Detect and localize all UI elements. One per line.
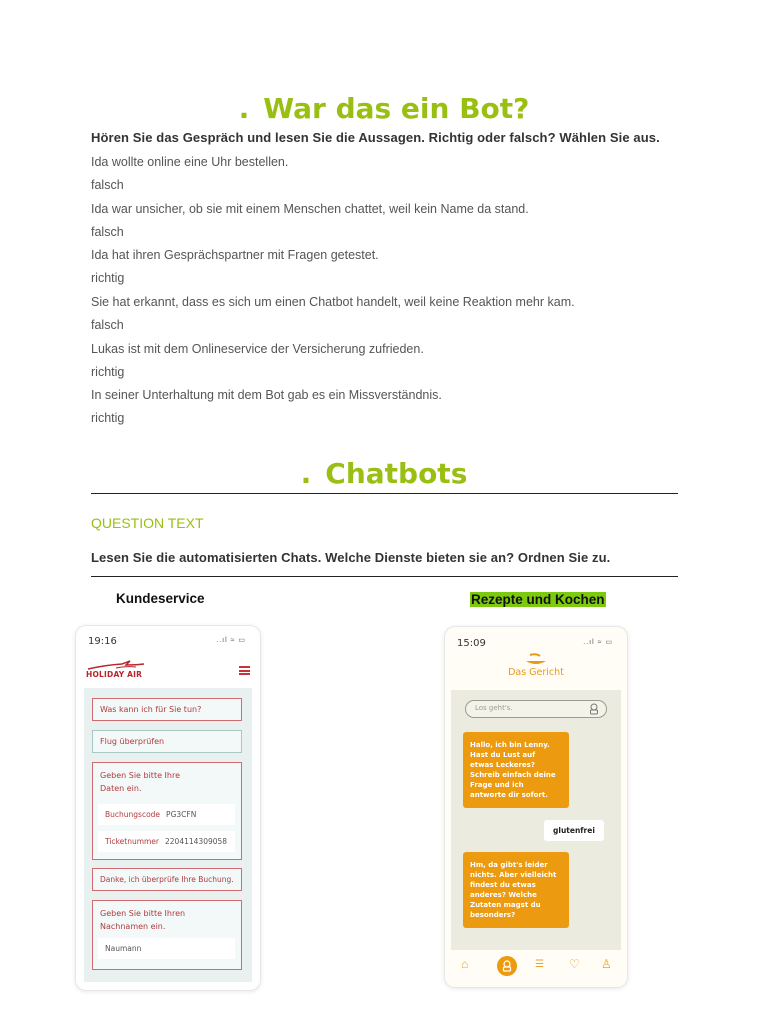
- message-line: findest du etwas: [470, 881, 536, 889]
- bot-message-form: [92, 900, 242, 970]
- section2-heading: [0, 457, 768, 490]
- message-text: Nachnamen ein.: [100, 922, 166, 931]
- message-line: etwas Leckeres?: [470, 761, 535, 769]
- caption-customer-service: Kundeservice: [116, 591, 205, 606]
- bowl-logo-icon: [524, 653, 548, 667]
- message-text: Was kann ich für Sie tun?: [100, 705, 202, 714]
- bot-message: [92, 698, 242, 721]
- phone-das-gericht: [445, 627, 627, 987]
- statement-3: Ida hat ihren Gesprächspartner mit Fragen getestet.: [91, 248, 379, 262]
- booking-code-field[interactable]: [98, 804, 235, 825]
- section1-title: War das ein Bot?: [263, 92, 530, 125]
- message-line: Zutaten magst du: [470, 901, 541, 909]
- field-label: Buchungscode: [105, 810, 161, 819]
- hamburger-menu-icon[interactable]: [239, 666, 250, 675]
- divider: [91, 493, 678, 494]
- bot-message: [92, 868, 242, 891]
- message-line: Schreib einfach deine: [470, 771, 556, 779]
- search-placeholder: Los geht's.: [475, 704, 513, 712]
- message-line: anderes? Welche: [470, 891, 537, 899]
- message-line: Hm, da gibt's leider: [470, 861, 548, 869]
- home-icon[interactable]: ⌂: [461, 957, 469, 971]
- ticket-number-field[interactable]: [98, 831, 235, 852]
- chat-area: [451, 690, 621, 950]
- message-text: Geben Sie bitte Ihre: [100, 771, 181, 780]
- statement-5: Lukas ist mit dem Onlineservice der Versicherung zufrieden.: [91, 342, 424, 356]
- section1-heading: [0, 92, 768, 125]
- list-icon[interactable]: ☰: [535, 959, 544, 970]
- answer-1[interactable]: falsch: [91, 178, 124, 192]
- status-time: 15:09: [457, 638, 486, 649]
- chef-nav-icon[interactable]: [497, 956, 517, 976]
- search-input[interactable]: [465, 700, 607, 718]
- bot-message: [463, 732, 569, 808]
- user-message: [92, 730, 242, 753]
- message-line: besonders?: [470, 911, 516, 919]
- message-line: antworte dir sofort.: [470, 791, 548, 799]
- answer-2[interactable]: falsch: [91, 225, 124, 239]
- field-value: PG3CFN: [166, 810, 197, 819]
- answer-3[interactable]: richtig: [91, 271, 125, 285]
- brand-name: Das Gericht: [508, 667, 564, 678]
- question-label: QUESTION TEXT: [91, 515, 204, 531]
- holiday-air-logo: [86, 659, 146, 681]
- chef-icon: [497, 956, 517, 976]
- heading-dot: .: [300, 457, 312, 490]
- phone-holiday-air: [76, 626, 260, 990]
- chat-area: [84, 688, 252, 982]
- profile-icon[interactable]: ♙: [601, 957, 612, 971]
- message-line: Hast du Lust auf: [470, 751, 536, 759]
- caption-recipes: Rezepte und Kochen: [471, 592, 605, 607]
- chef-icon[interactable]: [588, 703, 600, 715]
- statement-4: Sie hat erkannt, dass es sich um einen Chatbot handelt, weil keine Reaktion mehr kam.: [91, 295, 575, 309]
- heart-icon[interactable]: ♡: [569, 957, 580, 971]
- heading-dot: .: [238, 92, 250, 125]
- last-name-field[interactable]: [98, 938, 235, 959]
- user-message: glutenfrei: [544, 820, 604, 841]
- divider: [91, 576, 678, 577]
- statement-1: Ida wollte online eine Uhr bestellen.: [91, 155, 289, 169]
- field-value: Naumann: [105, 944, 142, 953]
- status-time: 19:16: [88, 636, 117, 647]
- brand-name: HOLIDAY AIR: [86, 670, 143, 679]
- status-icons: ..ıl ≈ ▭: [216, 637, 246, 644]
- status-icons: ..ıl ≈ ▭: [583, 639, 613, 646]
- statement-2: Ida war unsicher, ob sie mit einem Menschen chattet, weil kein Name da stand.: [91, 202, 529, 216]
- message-text: Daten ein.: [100, 784, 142, 793]
- message-text: Flug überprüfen: [100, 737, 165, 746]
- field-label: Ticketnummer: [105, 837, 160, 846]
- message-line: Hallo, ich bin Lenny.: [470, 741, 550, 749]
- bot-message: [463, 852, 569, 928]
- message-text: Geben Sie bitte Ihren: [100, 909, 186, 918]
- answer-6[interactable]: richtig: [91, 411, 125, 425]
- field-value: 2204114309058: [165, 837, 228, 846]
- section2-instruction: Lesen Sie die automatisierten Chats. Welche Dienste bieten sie an? Ordnen Sie zu.: [91, 550, 611, 565]
- statement-6: In seiner Unterhaltung mit dem Bot gab es ein Missverständnis.: [91, 388, 442, 402]
- message-line: nichts. Aber vielleicht: [470, 871, 557, 879]
- section1-instruction: Hören Sie das Gespräch und lesen Sie die Aussagen. Richtig oder falsch? Wählen Sie aus.: [91, 130, 660, 145]
- answer-5[interactable]: richtig: [91, 365, 125, 379]
- bottom-navigation: [451, 952, 621, 982]
- section2-title: Chatbots: [325, 457, 468, 490]
- message-text: Danke, ich überprüfe Ihre Buchung.: [100, 875, 234, 884]
- message-line: Frage und ich: [470, 781, 524, 789]
- answer-4[interactable]: falsch: [91, 318, 124, 332]
